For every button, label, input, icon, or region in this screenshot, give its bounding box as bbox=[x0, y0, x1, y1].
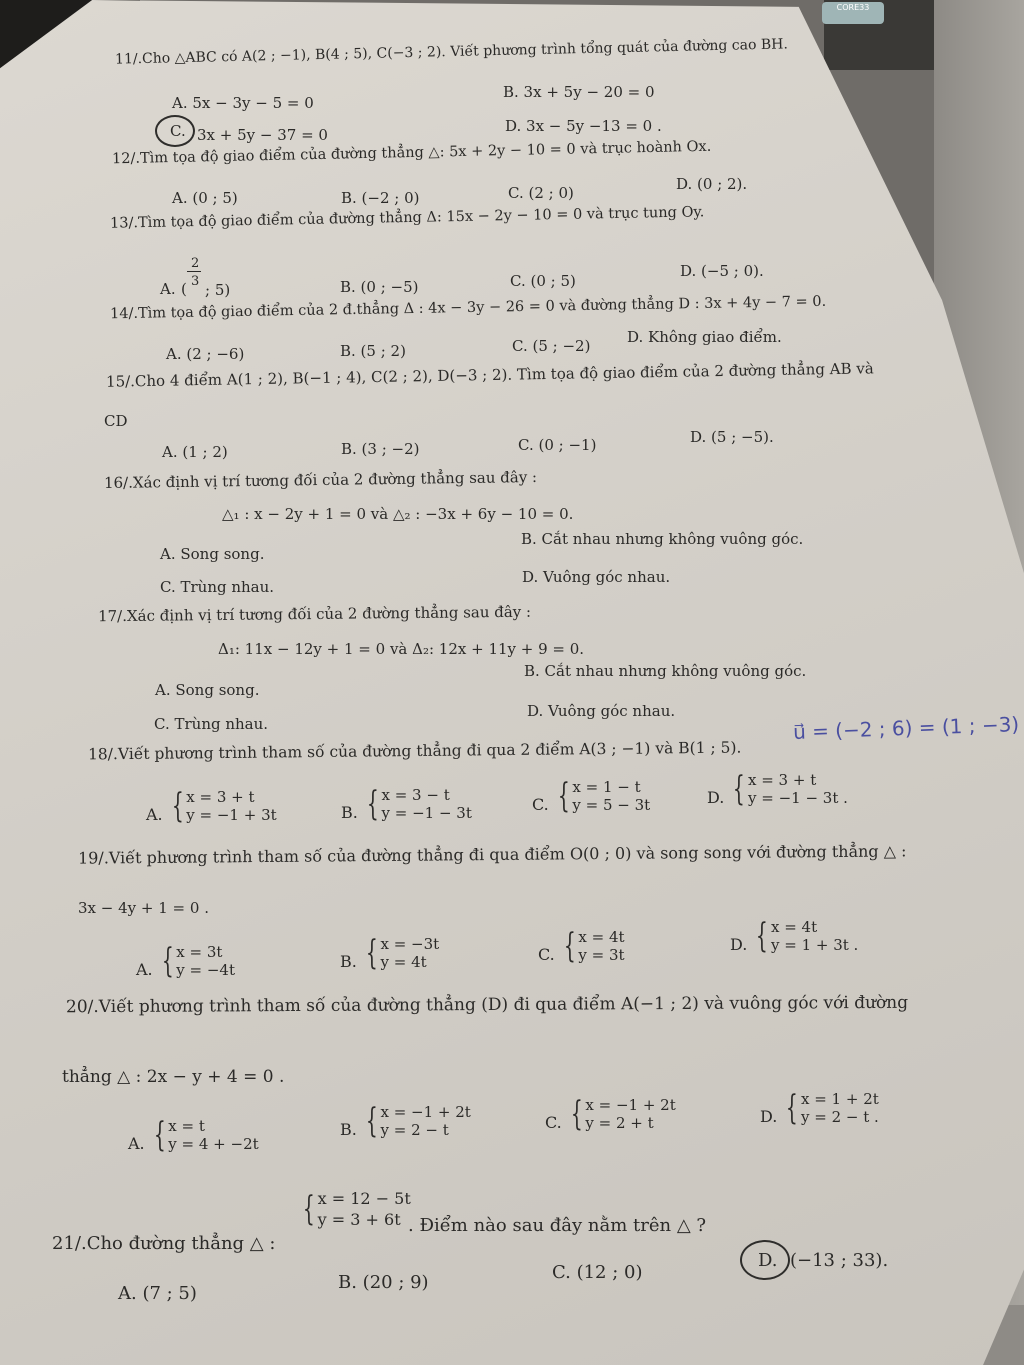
question-15-stem: 15/.Cho 4 điểm A(1 ; 2), B(−1 ; 4), C(2 ; 2), D(−3 ; 2). Tìm tọa độ giao điểm của 2 đường thẳng AB và bbox=[105, 359, 874, 391]
sticker-label: CORE33 bbox=[822, 2, 884, 24]
question-20-stem: 20/.Viết phương trình tham số của đường thẳng (D) đi qua điểm A(−1 ; 2) và vuông góc với đường bbox=[65, 992, 909, 1018]
q20-option-c bbox=[545, 1096, 676, 1132]
q19-option-a bbox=[136, 943, 235, 979]
q17-equations: Δ₁: 11x − 12y + 1 = 0 và Δ₂: 12x + 11y + 9 = 0. bbox=[218, 640, 585, 658]
system-line-1: x = 4t bbox=[770, 918, 818, 936]
system-line-2: y = 5 − 3t bbox=[572, 796, 651, 814]
q13-option-a-numerator: 2 bbox=[191, 256, 200, 271]
question-21-stem: 21/.Cho đường thẳng △ : bbox=[52, 1233, 276, 1254]
system-line-2: y = 3 + 6t bbox=[317, 1210, 401, 1229]
option-letter: D. bbox=[760, 1107, 778, 1126]
option-letter: D. bbox=[707, 788, 725, 807]
system-line-1: x = 1 + 2t bbox=[800, 1090, 879, 1108]
q12-option-b: B. (−2 ; 0) bbox=[341, 189, 420, 207]
system-line-2: y = 2 + t bbox=[585, 1114, 654, 1132]
q19-option-c bbox=[538, 928, 625, 964]
system-line-2: y = 3t bbox=[578, 946, 625, 964]
q12-option-c: C. (2 ; 0) bbox=[508, 184, 574, 202]
q17-option-d: D. Vuông góc nhau. bbox=[527, 702, 676, 720]
question-12-stem: 12/.Tìm tọa độ giao điểm của đường thẳng △: 5x + 2y − 10 = 0 và trục hoành Ox. bbox=[111, 138, 712, 168]
brace-icon: { bbox=[153, 1115, 166, 1155]
question-19-stem: 19/.Viết phương trình tham số của đường thẳng đi qua điểm O(0 ; 0) và song song với đường thẳng △ : bbox=[77, 841, 907, 868]
system-line-1: x = −3t bbox=[380, 935, 440, 953]
q11-option-d: D. 3x − 5y −13 = 0 . bbox=[505, 117, 662, 135]
question-18-stem: 18/.Viết phương trình tham số của đường thẳng đi qua 2 điểm A(3 ; −1) và B(1 ; 5). bbox=[87, 738, 742, 764]
system-line-1: x = 12 − 5t bbox=[317, 1189, 411, 1208]
q14-option-d: D. Không giao điểm. bbox=[627, 328, 782, 346]
question-20-stem-continued: thẳng △ : 2x − y + 4 = 0 . bbox=[62, 1067, 285, 1087]
q21-option-a: A. (7 ; 5) bbox=[118, 1283, 197, 1304]
system-line-2: y = −4t bbox=[176, 961, 235, 979]
system-line-2: y = 4 + −2t bbox=[168, 1135, 259, 1153]
q17-option-a: A. Song song. bbox=[155, 681, 260, 699]
system-line-1: x = 1 − t bbox=[572, 778, 641, 796]
option-letter: A. bbox=[128, 1134, 145, 1153]
brace-icon: { bbox=[171, 786, 184, 826]
system-line-2: y = −1 + 3t bbox=[186, 806, 277, 824]
q18-option-a bbox=[146, 788, 277, 824]
q16-option-b: B. Cắt nhau nhưng không vuông góc. bbox=[521, 530, 804, 548]
system-line-1: x = t bbox=[168, 1117, 205, 1135]
q12-option-a: A. (0 ; 5) bbox=[172, 189, 238, 207]
question-16-stem: 16/.Xác định vị trí tương đối của 2 đường thẳng sau đây : bbox=[103, 467, 538, 493]
system-line-1: x = −1 + 2t bbox=[380, 1103, 471, 1121]
system-line-2: y = 2 − t bbox=[380, 1121, 449, 1139]
brace-icon: { bbox=[733, 769, 746, 809]
q11-option-c: 3x + 5y − 37 = 0 bbox=[197, 126, 328, 144]
brace-icon: { bbox=[365, 1101, 378, 1141]
brace-icon: { bbox=[161, 941, 174, 981]
system-line-1: x = 3 − t bbox=[381, 786, 450, 804]
system-line-1: x = 3 + t bbox=[747, 771, 817, 789]
option-letter: C. bbox=[538, 945, 555, 964]
q18-option-b bbox=[341, 786, 472, 822]
q13-option-a-rest: ; 5) bbox=[205, 281, 231, 299]
q21-option-c: C. (12 ; 0) bbox=[552, 1262, 643, 1283]
q20-option-d bbox=[760, 1090, 879, 1126]
q11-option-b: B. 3x + 5y − 20 = 0 bbox=[503, 83, 655, 101]
q19-option-b bbox=[340, 935, 439, 971]
q15-option-d: D. (5 ; −5). bbox=[690, 428, 774, 446]
brace-icon: { bbox=[557, 776, 570, 816]
q21-option-b: B. (20 ; 9) bbox=[338, 1272, 429, 1293]
brace-icon: { bbox=[786, 1088, 799, 1128]
q16-equations: △₁ : x − 2y + 1 = 0 và △₂ : −3x + 6y − 10 = 0. bbox=[222, 505, 574, 523]
q11-option-c-letter: C. bbox=[170, 122, 186, 140]
system-line-2: y = 1 + 3t . bbox=[770, 936, 859, 954]
q18-option-c bbox=[532, 778, 650, 814]
q13-option-a-letter: A. bbox=[160, 280, 176, 298]
system-line-2: y = −1 − 3t bbox=[381, 804, 472, 822]
q14-option-b: B. (5 ; 2) bbox=[340, 342, 406, 360]
question-11-stem: 11/.Cho △ABC có A(2 ; −1), B(4 ; 5), C(−3 ; 2). Viết phương trình tổng quát của đường cao BH. bbox=[114, 36, 789, 68]
handwritten-note: u⃗ = (−2 ; 6) = (1 ; −3) bbox=[792, 712, 1020, 744]
q11-option-a: A. 5x − 3y − 5 = 0 bbox=[172, 94, 314, 112]
q13-option-a-denominator: 3 bbox=[191, 274, 200, 289]
q21-line-system bbox=[298, 1188, 411, 1230]
q13-option-a-paren: ( bbox=[181, 280, 187, 298]
q13-option-b: B. (0 ; −5) bbox=[340, 278, 419, 296]
q14-option-a: A. (2 ; −6) bbox=[166, 345, 245, 363]
option-letter: C. bbox=[532, 795, 549, 814]
option-letter: D. bbox=[730, 935, 748, 954]
brace-icon: { bbox=[302, 1189, 315, 1229]
system-line-1: x = 4t bbox=[578, 928, 625, 946]
fraction-bar bbox=[187, 271, 201, 272]
q16-option-d: D. Vuông góc nhau. bbox=[522, 568, 671, 586]
q16-option-c: C. Trùng nhau. bbox=[160, 578, 275, 596]
brace-icon: { bbox=[570, 1094, 583, 1134]
option-letter: A. bbox=[136, 960, 153, 979]
q13-option-d: D. (−5 ; 0). bbox=[680, 262, 764, 280]
q21-option-d: (−13 ; 33). bbox=[790, 1250, 889, 1271]
system-line-1: x = 3t bbox=[176, 943, 223, 961]
q17-option-b: B. Cắt nhau nhưng không vuông góc. bbox=[524, 662, 807, 680]
question-17-stem: 17/.Xác định vị trí tương đối của 2 đường thẳng sau đây : bbox=[97, 602, 532, 626]
option-letter: C. bbox=[545, 1113, 562, 1132]
brace-icon: { bbox=[563, 926, 576, 966]
system-line-2: y = 2 − t . bbox=[800, 1108, 879, 1126]
q21-option-d-letter: D. bbox=[758, 1250, 778, 1271]
q20-option-b bbox=[340, 1103, 471, 1139]
question-15-stem-continued: CD bbox=[104, 412, 128, 430]
q19-option-d bbox=[730, 918, 858, 954]
q13-option-c: C. (0 ; 5) bbox=[510, 272, 576, 290]
q20-option-a bbox=[128, 1117, 259, 1153]
option-letter: B. bbox=[340, 952, 357, 971]
q18-option-d bbox=[707, 771, 848, 807]
brace-icon: { bbox=[756, 916, 769, 956]
q16-option-a: A. Song song. bbox=[160, 545, 265, 563]
system-line-2: y = −1 − 3t . bbox=[747, 789, 848, 807]
system-line-2: y = 4t bbox=[380, 953, 427, 971]
option-letter: B. bbox=[340, 1120, 357, 1139]
q15-option-a: A. (1 ; 2) bbox=[162, 443, 228, 461]
question-19-stem-continued: 3x − 4y + 1 = 0 . bbox=[78, 899, 209, 917]
system-line-1: x = 3 + t bbox=[186, 788, 255, 806]
system-line-1: x = −1 + 2t bbox=[585, 1096, 676, 1114]
question-21-stem-continued: . Điểm nào sau đây nằm trên △ ? bbox=[408, 1215, 707, 1236]
option-letter: B. bbox=[341, 803, 358, 822]
question-13-stem: 13/.Tìm tọa độ giao điểm của đường thẳng Δ: 15x − 2y − 10 = 0 và trục tung Oy. bbox=[109, 204, 705, 232]
q17-option-c: C. Trùng nhau. bbox=[154, 715, 269, 733]
question-14-stem: 14/.Tìm tọa độ giao điểm của 2 đ.thẳng Δ : 4x − 3y − 26 = 0 và đường thẳng D : 3x + 4y − 7 = 0. bbox=[109, 293, 827, 323]
q12-option-d: D. (0 ; 2). bbox=[676, 175, 748, 193]
brace-icon: { bbox=[365, 933, 378, 973]
q14-option-c: C. (5 ; −2) bbox=[512, 337, 591, 355]
brace-icon: { bbox=[366, 784, 379, 824]
option-letter: A. bbox=[146, 805, 163, 824]
q15-option-c: C. (0 ; −1) bbox=[518, 436, 597, 454]
q15-option-b: B. (3 ; −2) bbox=[341, 440, 420, 458]
